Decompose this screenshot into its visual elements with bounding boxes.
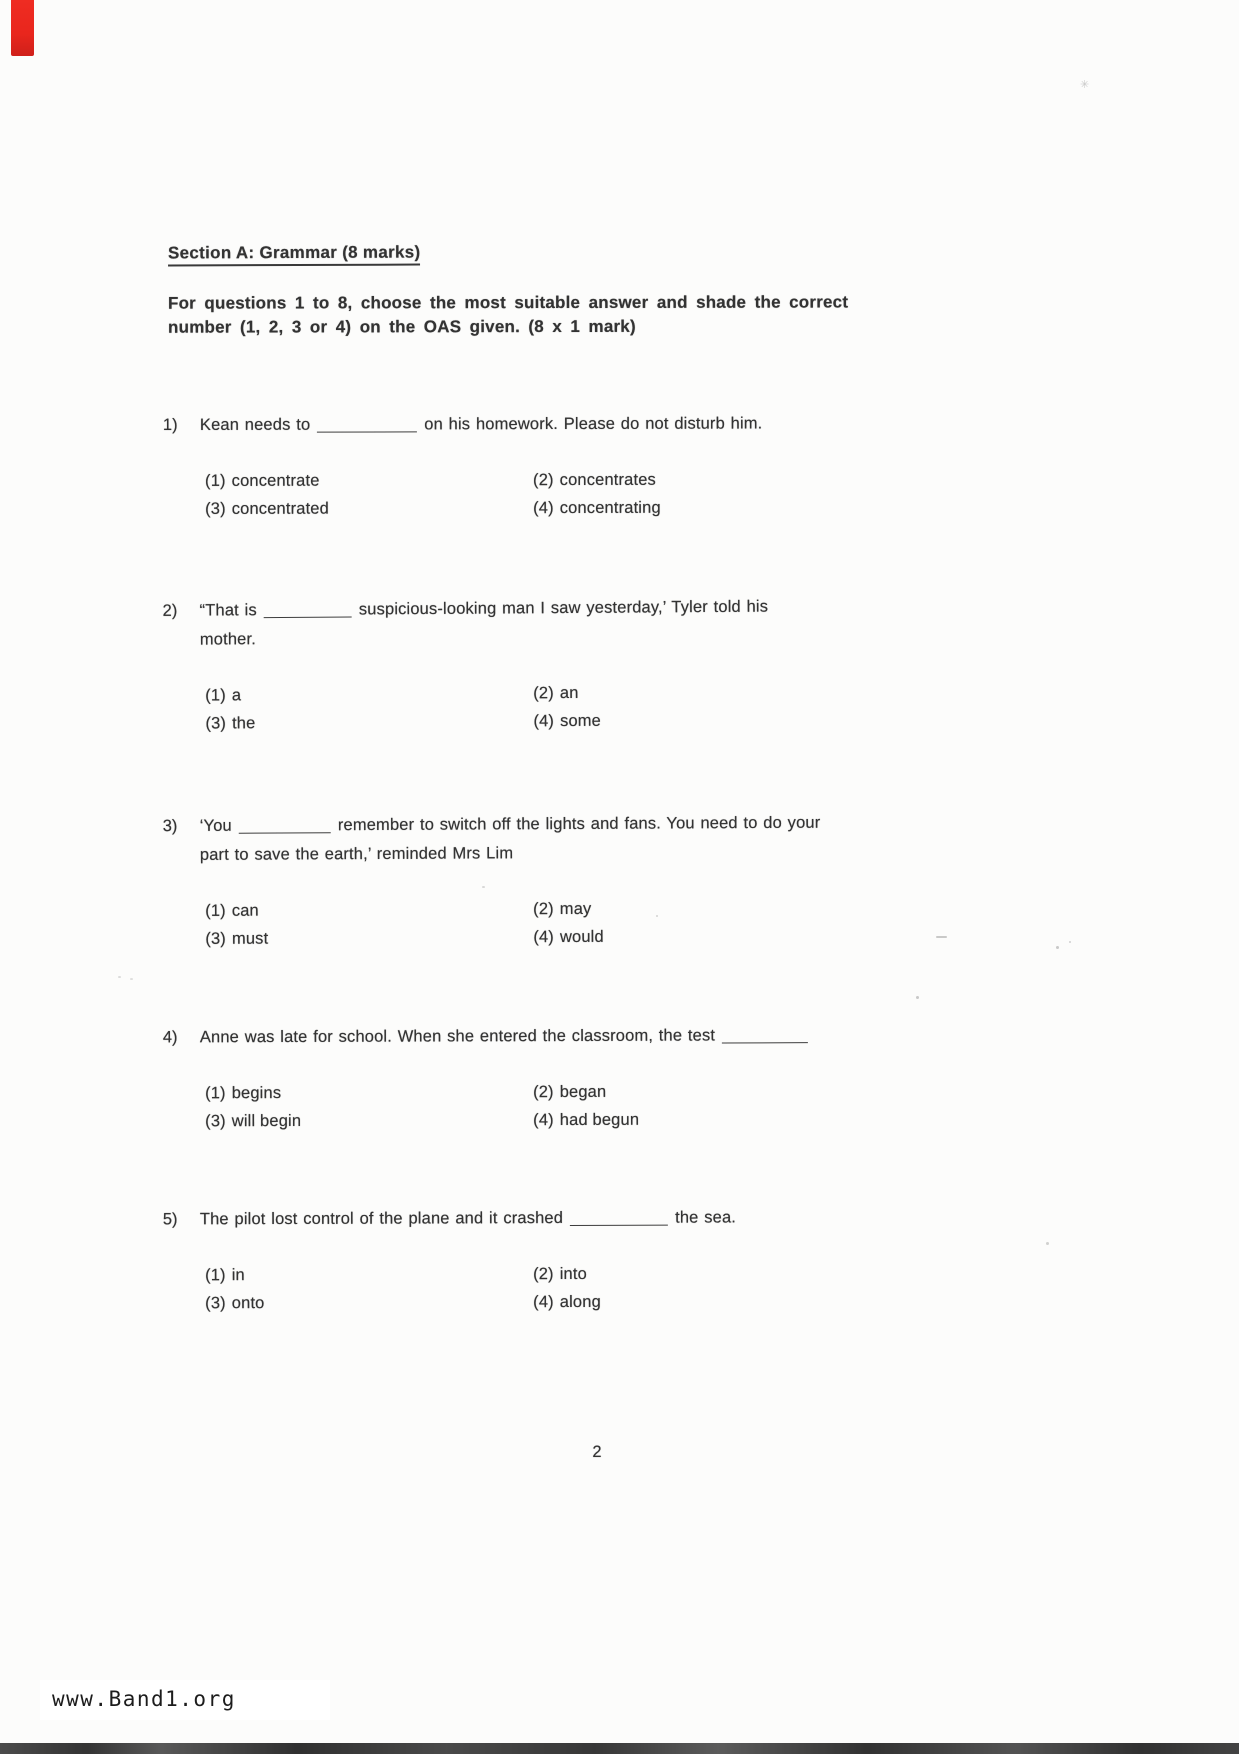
option-item	[533, 924, 973, 948]
option-text: into	[559, 1264, 587, 1284]
question-number: 5)	[162, 1210, 178, 1229]
option-text: may	[559, 899, 592, 919]
scan-speck	[1069, 941, 1071, 943]
option-item	[533, 707, 973, 732]
red-corner-mark	[11, 0, 34, 56]
question-1	[163, 409, 973, 520]
question-text-before-blank: Anne was late for school. When she entered the classroom, the test	[199, 1026, 716, 1047]
question-number: 2)	[162, 601, 178, 620]
option-number: (1)	[205, 1266, 226, 1285]
scan-speck	[118, 976, 121, 978]
option-text: onto	[231, 1294, 265, 1313]
option-item	[205, 926, 533, 950]
instructions-line-1: For questions 1 to 8, choose the most suitable answer and shade the correct	[167, 292, 849, 313]
option-text: began	[559, 1082, 607, 1102]
question-text-after-blank: remember to switch off the lights and fans. You need to do your	[337, 813, 821, 835]
answer-blank	[317, 417, 417, 432]
question-number: 4)	[162, 1028, 178, 1047]
option-item	[205, 710, 533, 734]
option-item	[533, 1262, 973, 1286]
option-text: begins	[231, 1084, 282, 1103]
option-item	[533, 896, 973, 920]
answer-blank	[239, 818, 331, 833]
question-3	[163, 808, 974, 950]
question-4	[163, 1021, 973, 1133]
option-number: (3)	[205, 499, 226, 518]
option-text: had begun	[559, 1110, 640, 1130]
option-text: concentrated	[231, 499, 329, 518]
question-text	[200, 808, 973, 841]
option-number: (3)	[205, 714, 227, 733]
question-text-after-blank: on his homework. Please do not disturb him.	[424, 414, 763, 434]
option-item	[205, 1081, 533, 1104]
option-item	[205, 682, 533, 706]
option-item	[533, 496, 973, 519]
option-number: (1)	[205, 471, 226, 490]
option-text: in	[231, 1266, 245, 1285]
option-number: (4)	[533, 1111, 554, 1130]
scan-speck	[916, 996, 919, 999]
scan-speck: ✳	[1080, 79, 1090, 91]
options-list	[205, 679, 973, 734]
watermark: www.Band1.org	[52, 1687, 236, 1711]
option-text: along	[559, 1292, 601, 1312]
question-text-before-blank: “That is	[199, 601, 257, 620]
option-text: would	[559, 927, 604, 947]
question-text-before-blank: The pilot lost control of the plane and it crashed	[199, 1209, 564, 1229]
question-5	[163, 1203, 973, 1315]
option-item	[205, 1109, 533, 1132]
question-text	[200, 1021, 973, 1053]
option-item	[533, 1108, 973, 1132]
scan-speck	[656, 915, 658, 917]
answer-blank	[722, 1028, 808, 1043]
option-text: concentrates	[559, 470, 656, 490]
question-text-line2: part to save the earth,’ reminded Mrs Lim	[199, 844, 514, 864]
option-text: an	[559, 683, 579, 703]
options-list	[205, 896, 973, 950]
option-number: (2)	[533, 1265, 554, 1284]
option-number: (1)	[205, 686, 226, 705]
option-item	[205, 1291, 533, 1314]
option-text: a	[231, 686, 242, 705]
option-number: (2)	[533, 900, 554, 919]
question-text-before-blank: ‘You	[199, 816, 232, 835]
option-number: (4)	[533, 1293, 554, 1312]
option-text: some	[559, 711, 602, 731]
section-heading	[168, 243, 421, 264]
option-item	[533, 1080, 973, 1104]
option-item	[205, 898, 533, 922]
option-item	[205, 1263, 533, 1286]
option-text: concentrating	[559, 498, 661, 518]
option-number: (1)	[205, 901, 226, 920]
question-text-before-blank: Kean needs to	[199, 415, 311, 434]
option-item	[205, 469, 533, 492]
scan-speck	[936, 936, 947, 938]
question-number: 3)	[162, 817, 178, 836]
option-number: (2)	[533, 684, 554, 703]
answer-blank	[264, 603, 352, 619]
option-text: the	[231, 714, 256, 733]
question-text	[200, 409, 973, 440]
options-list	[205, 468, 973, 520]
option-number: (3)	[205, 929, 226, 948]
section-heading-text: Section A: Grammar (8 marks)	[168, 243, 421, 267]
option-item	[533, 679, 973, 704]
option-number: (2)	[533, 1083, 554, 1102]
instructions-line-2: number (1, 2, 3 or 4) on the OAS given. (8 x 1 mark)	[168, 316, 636, 337]
option-text: concentrate	[231, 471, 320, 490]
option-number: (4)	[533, 499, 554, 518]
option-item	[205, 497, 533, 520]
question-text-after-blank: suspicious-looking man I saw yesterday,’ Tyler told his	[358, 597, 769, 619]
option-text: must	[231, 929, 269, 948]
scan-speck	[1056, 946, 1059, 949]
option-number: (1)	[205, 1084, 226, 1103]
option-number: (4)	[533, 712, 555, 731]
option-number: (2)	[533, 471, 554, 490]
scan-speck	[482, 886, 485, 888]
option-number: (4)	[533, 928, 554, 947]
option-item	[533, 1290, 973, 1314]
question-text-after-blank: the sea.	[675, 1208, 737, 1227]
options-list	[205, 1080, 973, 1133]
scan-speck	[1046, 1242, 1049, 1245]
option-number: (3)	[205, 1112, 226, 1131]
option-item	[533, 468, 973, 491]
question-text-line2: mother.	[199, 630, 256, 649]
scan-speck	[130, 978, 133, 980]
option-text: can	[231, 901, 259, 920]
page-number: 2	[592, 1443, 602, 1461]
options-list	[205, 1262, 973, 1315]
answer-blank	[570, 1211, 668, 1226]
question-2	[163, 591, 974, 735]
option-text: will begin	[231, 1111, 302, 1131]
question-number: 1)	[162, 416, 178, 435]
scan-edge-band	[0, 1743, 1239, 1754]
option-number: (3)	[205, 1294, 226, 1313]
question-text	[200, 1203, 973, 1235]
instructions	[168, 290, 958, 339]
